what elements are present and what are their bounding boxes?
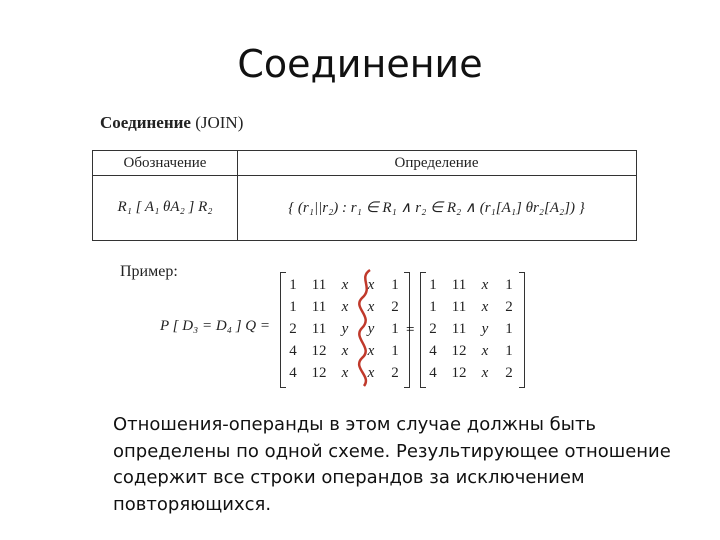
right-matrix-cell: 12 [451, 365, 467, 381]
right-matrix-cell: 1 [429, 277, 437, 293]
example-lhs-expression: P [ D₃ = D₄ ] Q = [160, 318, 270, 334]
table-header-definition: Определение [237, 151, 636, 176]
table-cell-notation: R₁ [ A₁ θA₂ ] R₂ [117, 199, 213, 215]
left-matrix-cell: 2 [391, 365, 399, 381]
left-matrix-cell: 12 [311, 343, 327, 359]
left-matrix-cell: 2 [391, 299, 399, 315]
right-matrix-cell: 2 [429, 321, 437, 337]
right-matrix-cell: 4 [429, 365, 437, 381]
left-matrix-cell: 11 [311, 299, 327, 315]
left-matrix-cell: y [367, 321, 375, 337]
right-matrix-cell: 2 [505, 299, 513, 315]
left-matrix-cell: 4 [289, 343, 297, 359]
left-matrix [280, 272, 410, 388]
right-matrix-cell: 1 [429, 299, 437, 315]
slide-title: Соединение [237, 42, 483, 86]
right-matrix-cell: 12 [451, 343, 467, 359]
left-matrix-cell: 1 [391, 321, 399, 337]
left-matrix-cell: y [341, 321, 349, 337]
table-header-notation: Обозначение [93, 151, 237, 176]
example-label: Пример: [120, 263, 178, 280]
left-matrix-cell: 4 [289, 365, 297, 381]
left-matrix-cell: x [367, 277, 375, 293]
right-matrix [420, 272, 525, 388]
left-matrix-cell: 1 [391, 343, 399, 359]
right-matrix-cell: 1 [505, 343, 513, 359]
left-matrix-cell: 1 [391, 277, 399, 293]
left-matrix-cell: x [367, 299, 375, 315]
left-matrix-cell: 1 [289, 299, 297, 315]
right-matrix-cell: x [481, 343, 489, 359]
body-paragraph: Отношения-операнды в этом случае должны быть определены по одной схеме. Результирующее отношение содержит все строки операндов за исключением повторяющихся. [113, 414, 671, 515]
right-matrix-cell: 11 [451, 299, 467, 315]
left-matrix-cell: x [341, 277, 349, 293]
right-matrix-cell: y [481, 321, 489, 337]
right-matrix-cell: 4 [429, 343, 437, 359]
left-matrix-cell: x [367, 343, 375, 359]
right-matrix-cell: 11 [451, 277, 467, 293]
right-matrix-cell: 11 [451, 321, 467, 337]
right-matrix-cell: x [481, 299, 489, 315]
table-cell-definition: { (r₁||r₂) : r₁ ∈ R₁ ∧ r₂ ∈ R₂ ∧ (r₁[A₁] θr₂[A₂]) } [288, 200, 585, 216]
left-matrix-cell: 11 [311, 321, 327, 337]
section-heading-bold: Соединение [100, 113, 191, 132]
left-matrix-cell: x [341, 299, 349, 315]
left-matrix-cell: x [367, 365, 375, 381]
join-definition-table [92, 150, 637, 241]
right-matrix-cell: 2 [505, 365, 513, 381]
left-matrix-cell: x [341, 365, 349, 381]
right-matrix-cell: 1 [505, 321, 513, 337]
left-matrix-cell: x [341, 343, 349, 359]
section-heading-rest: (JOIN) [190, 113, 244, 132]
left-matrix-cell: 1 [289, 277, 297, 293]
right-matrix-cell: x [481, 277, 489, 293]
left-matrix-cell: 12 [311, 365, 327, 381]
section-heading [100, 113, 243, 133]
right-matrix-cell: 1 [505, 277, 513, 293]
left-matrix-cell: 11 [311, 277, 327, 293]
strike-through-mark [352, 268, 378, 388]
equals-sign: = [406, 322, 415, 338]
left-matrix-cell: 2 [289, 321, 297, 337]
right-matrix-cell: x [481, 365, 489, 381]
